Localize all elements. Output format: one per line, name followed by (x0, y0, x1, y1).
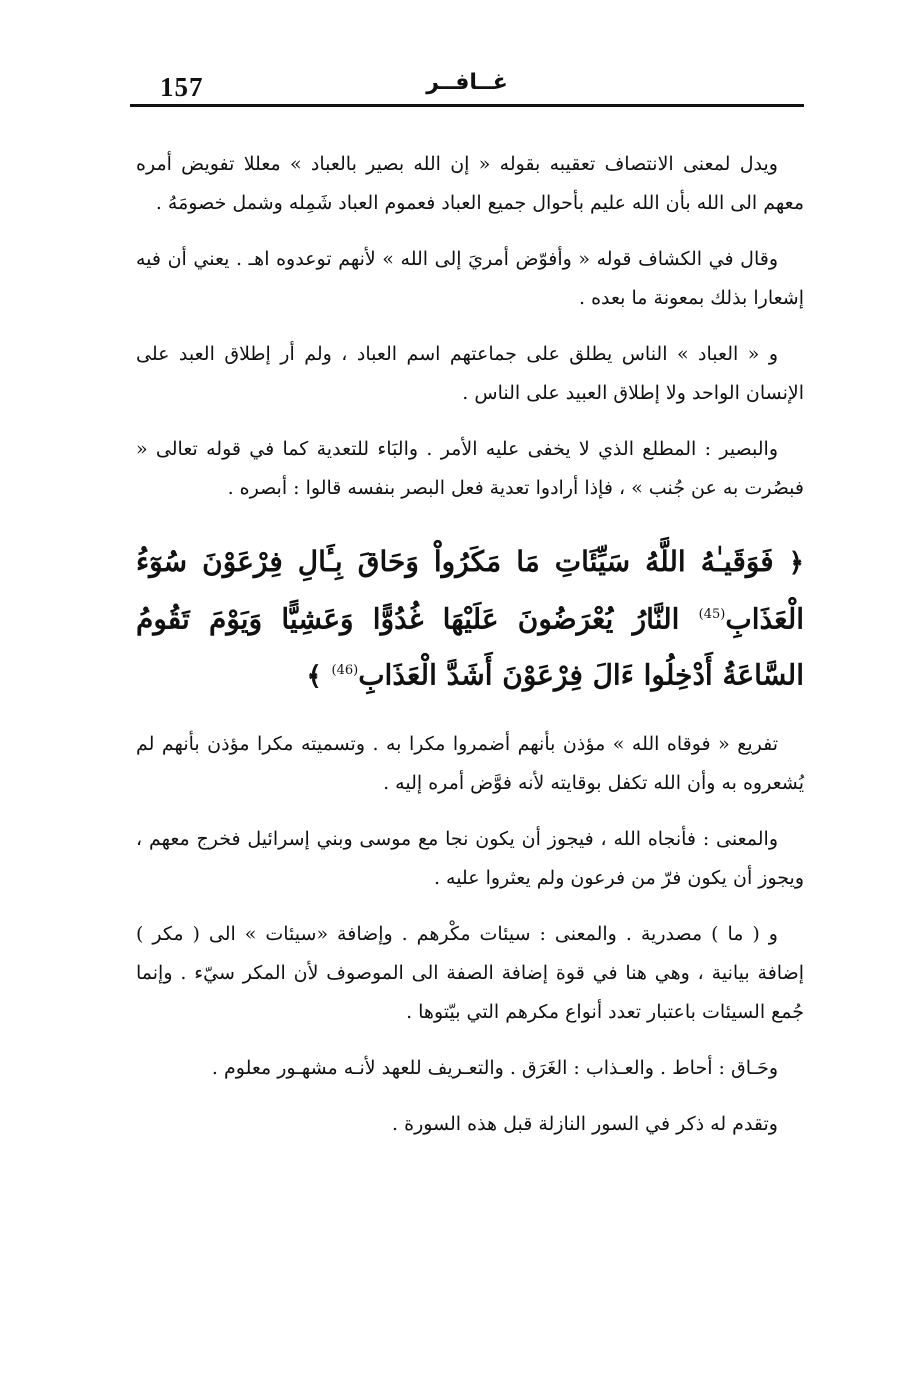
page-header (130, 62, 804, 110)
page-number: 157 (160, 72, 204, 102)
verse-text-45: فَوَقَيـٰهُ اللَّهُ سَيِّئَاتِ مَا مَكَرُواْ وَحَاقَ بِـَٔالِ فِرْعَوْنَ سُوٓءُ الْعَذَابِ (136, 545, 804, 636)
verse-open-bracket: ﴿ (788, 548, 804, 578)
verse-text-46: النَّارُ يُعْرَضُونَ عَلَيْهَا غُدُوًّا وَعَشِيًّا وَيَوْمَ تَقُومُ السَّاعَةُ أَدْخِلُوا ءَالَ فِرْعَوْنَ أَشَدَّ الْعَذَابِ (136, 602, 804, 692)
verse-close-bracket: ﴾ (306, 661, 322, 692)
quran-verse (136, 536, 804, 703)
header-divider (130, 104, 804, 107)
paragraph: ويدل لمعنى الانتصاف تعقيبه بقوله « إن الله بصير بالعباد » معللا تفويض أمره معهم الى الله بأن الله عليم بأحوال جميع العباد فعموم العباد شَمِله وشمل خصومَهُ . (136, 153, 804, 214)
paragraph: و « العباد » الناس يطلق على جماعتهم اسم العباد ، ولم أر إطلاق العبد على الإنسان الواحد ولا إطلاق العبيد على الناس . (136, 343, 804, 404)
paragraph: وحَـاق : أحاط . والعـذاب : الغَرَق . والتعـريف للعهد لأنـه مشهـور معلوم . (211, 1056, 778, 1079)
paragraph: و ( ما ) مصدرية . والمعنى : سيئات مكْرهم . وإضافة «سيئات » الى ( مكر ) إضافة بيانية ، وهي هنا في قوة إضافة الصفة الى الموصوف لأن المكر سيّء . وإنما جُمع السيئات باعتبار تعدد أنواع مكرهم التي بيّتوها . (136, 922, 804, 1023)
verse-number-45: (45) (698, 607, 726, 622)
paragraph: والبصير : المطلع الذي لا يخفى عليه الأمر . والبَاء للتعدية كما في قوله تعالى « فبصُرت به عن جُنب » ، فإذا أرادوا تعدية فعل البصر بنفسه قالوا : أبصره . (136, 438, 804, 499)
running-title: غــافــر (426, 70, 508, 95)
paragraph: وتقدم له ذكر في السور النازلة قبل هذه السورة . (392, 1112, 778, 1135)
paragraph: والمعنى : فأنجاه الله ، فيجوز أن يكون نجا مع موسى وبني إسرائيل فخرج معهم ، ويجوز أن يكون فرّ من فرعون ولم يعثروا عليه . (136, 827, 804, 889)
verse-number-46: (46) (331, 663, 359, 679)
page-body (136, 145, 804, 1161)
paragraph: تفريع « فوقاه الله » مؤذن بأنهم أضمروا مكرا به . وتسميته مكرا مؤذن بأنهم لم يُشعروه به وأن الله تكفل بوقايته لأنه فوَّض أمره إليه . (136, 732, 804, 794)
paragraph: وقال في الكشاف قوله « وأفوّض أمريَ إلى الله » لأنهم توعدوه اهـ . يعني أن فيه إشعارا بذلك بمعونة ما بعده . (136, 248, 804, 309)
